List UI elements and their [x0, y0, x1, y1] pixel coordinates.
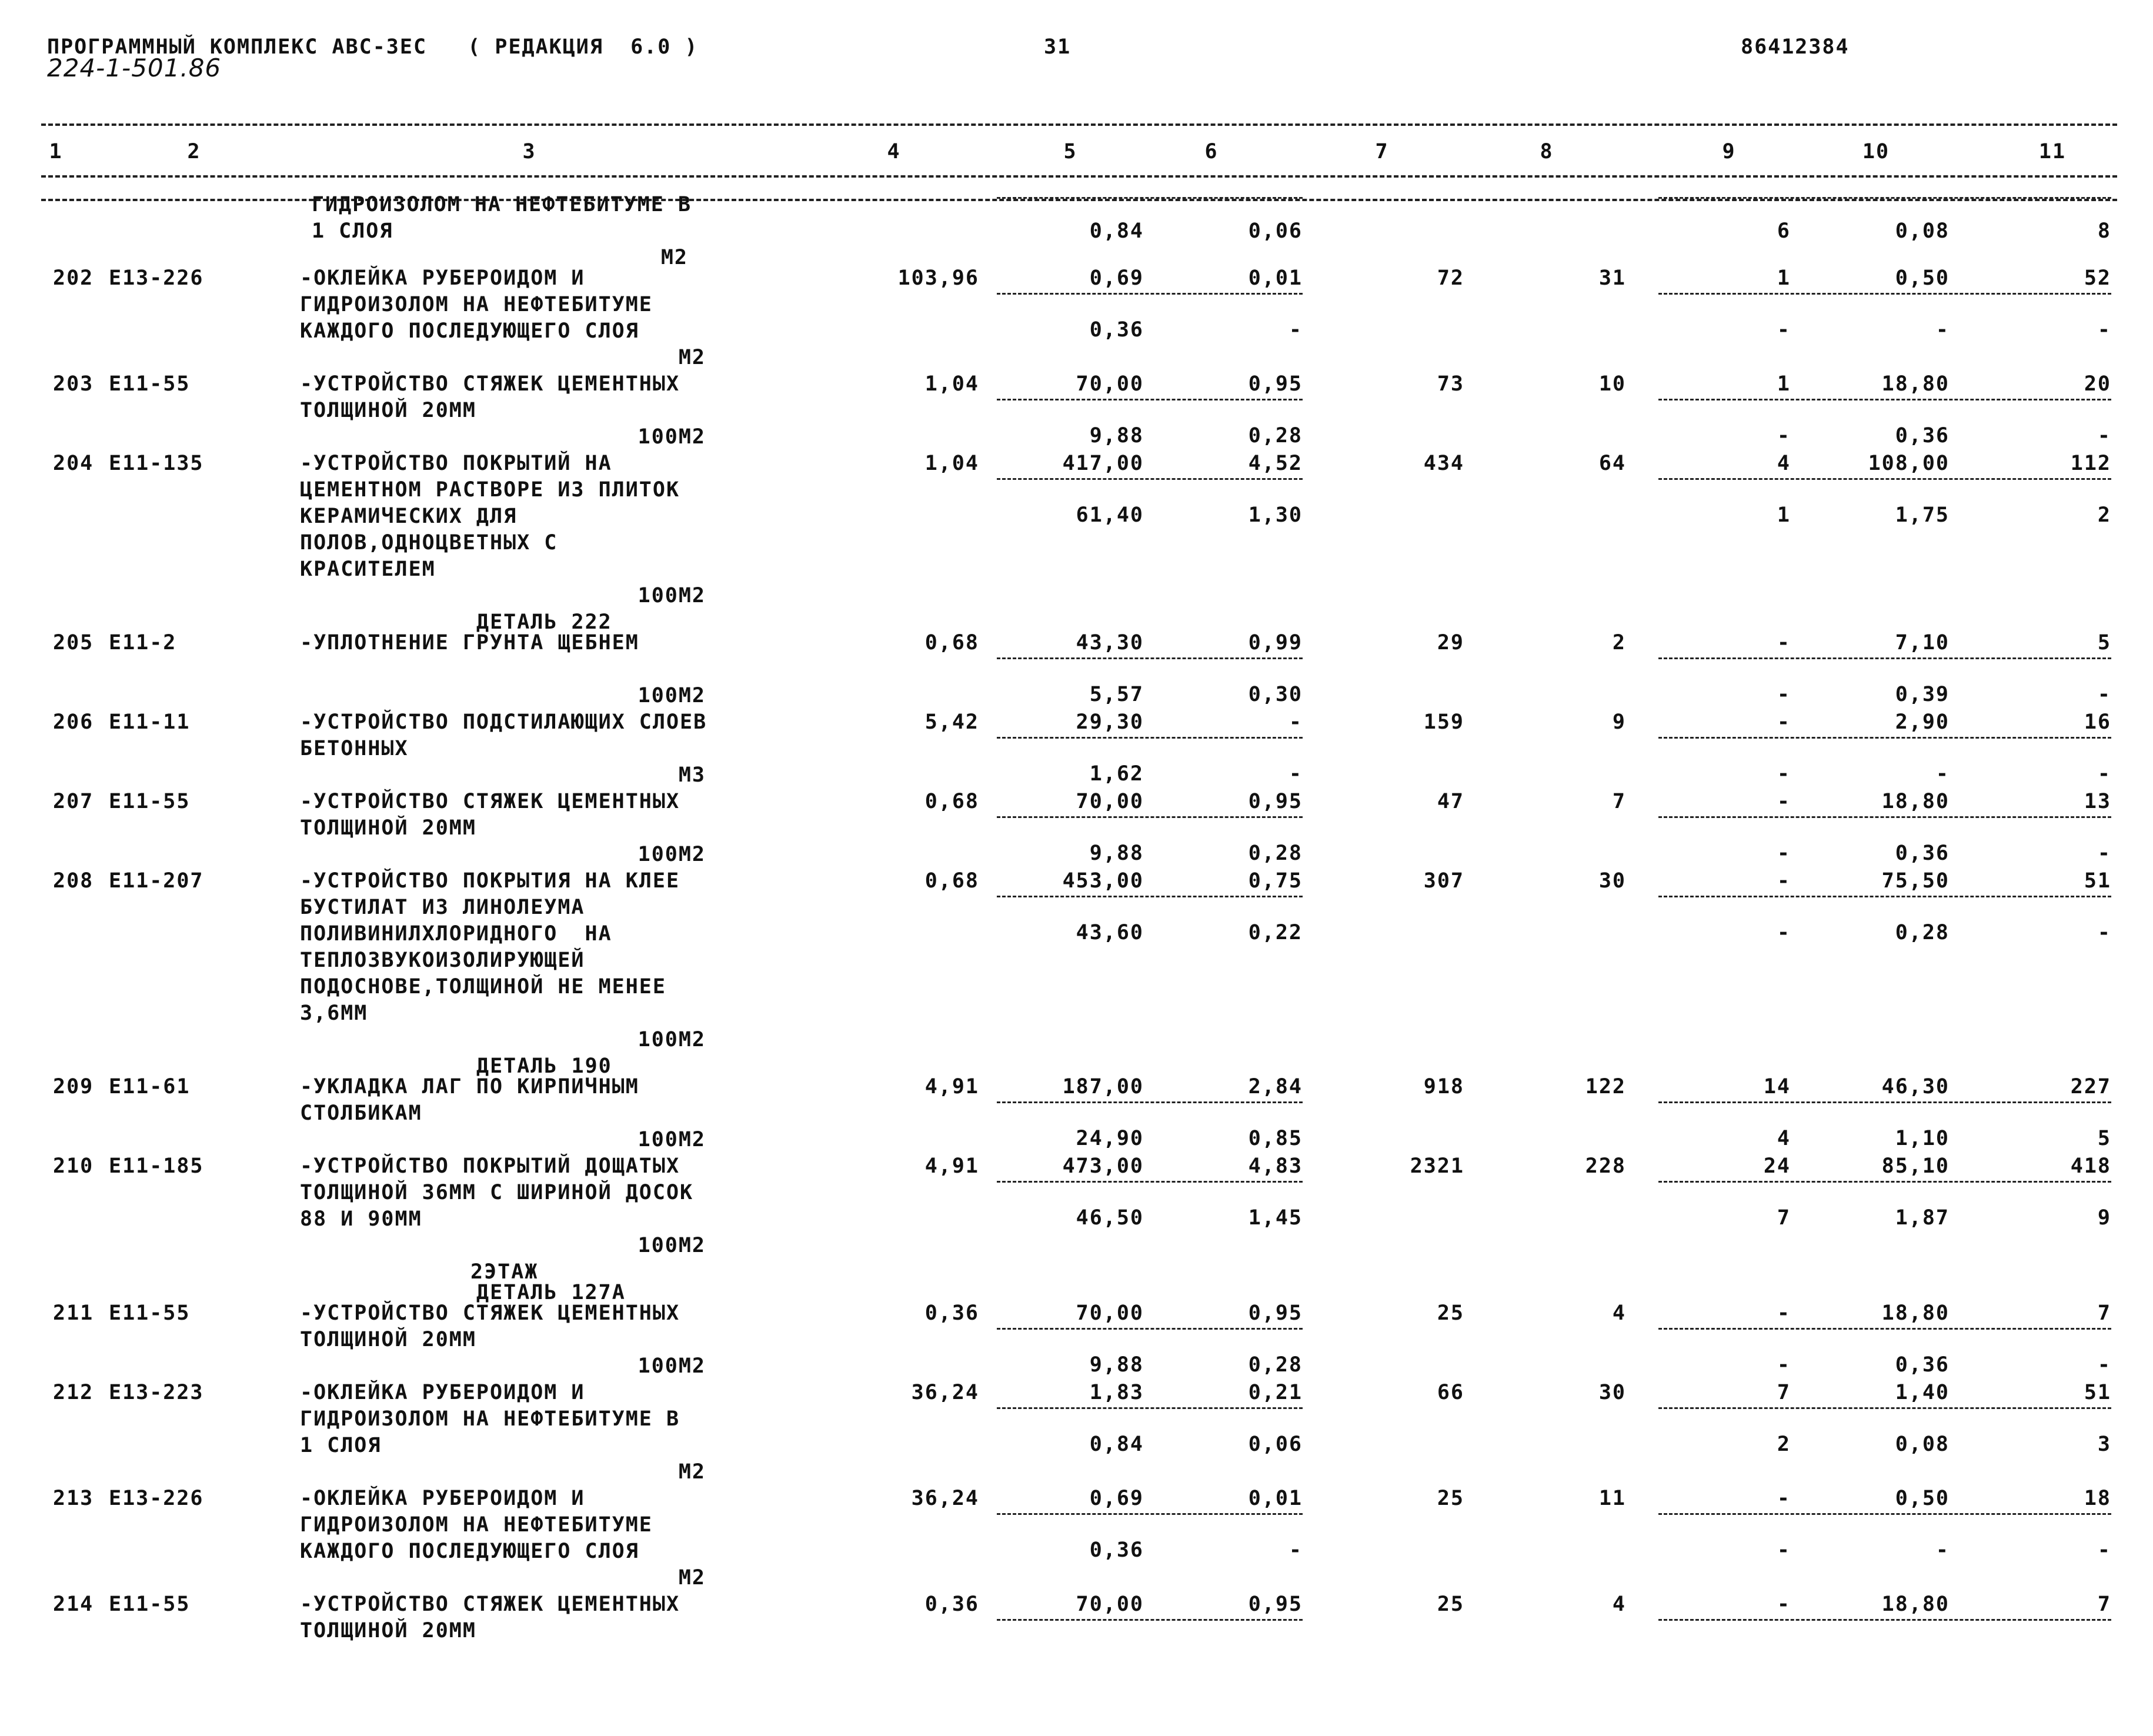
column-header-9: 9	[1722, 140, 1736, 163]
estimate-code: Е13-226	[109, 1487, 204, 1510]
value-c6: -	[1289, 710, 1303, 734]
value-c11: -	[2097, 921, 2111, 944]
value-c10: 0,39	[1895, 683, 1950, 706]
value-c6: 1,30	[1248, 503, 1303, 527]
sub-row-divider	[997, 657, 1303, 659]
column-header-5: 5	[1063, 140, 1077, 163]
value-c10: 1,87	[1895, 1206, 1950, 1230]
work-description-line: -УСТРОЙСТВО СТЯЖЕК ЦЕМЕНТНЫХ	[300, 372, 680, 396]
sub-row-divider	[1658, 399, 2111, 400]
value-c6: 0,75	[1248, 869, 1303, 893]
value-c9: 1	[1777, 372, 1791, 396]
sub-row-divider	[1658, 816, 2111, 818]
value-c7: 25	[1437, 1593, 1464, 1616]
value-c5: 29,30	[1076, 710, 1144, 734]
value-c10: 0,08	[1895, 1433, 1950, 1456]
value-c6: -	[1289, 318, 1303, 342]
value-c8: 4	[1612, 1301, 1626, 1325]
value-c11: 2	[2097, 503, 2111, 527]
column-header-4: 4	[887, 140, 901, 163]
value-c6: 2,84	[1248, 1075, 1303, 1099]
work-description-line: ГИДРОИЗОЛОМ НА НЕФТЕБИТУМЕ	[300, 293, 653, 316]
value-c6: 0,28	[1248, 842, 1303, 865]
header-bottom-rule	[41, 175, 2117, 178]
value-c6: -	[1289, 762, 1303, 786]
value-c5: 0,36	[1089, 318, 1144, 342]
value-c9: 6	[1777, 219, 1791, 243]
estimate-code: Е11-2	[109, 631, 177, 655]
value-c9: -	[1777, 762, 1791, 786]
value-c5: 0,69	[1089, 1487, 1144, 1510]
estimate-code: Е11-135	[109, 452, 204, 475]
value-c5: 24,90	[1076, 1127, 1144, 1150]
unit-label: 100М2	[637, 1234, 706, 1257]
work-description-line: КАЖДОГО ПОСЛЕДУЮЩЕГО СЛОЯ	[300, 319, 639, 343]
value-c5: 1,83	[1089, 1381, 1144, 1404]
value-c9: 7	[1777, 1206, 1791, 1230]
value-c11: -	[2097, 842, 2111, 865]
value-c10: 18,80	[1881, 372, 1950, 396]
value-c10: 0,50	[1895, 1487, 1950, 1510]
value-c10: 7,10	[1895, 631, 1950, 655]
estimate-code: Е11-55	[109, 790, 191, 813]
unit-label: 100М2	[637, 843, 706, 866]
work-description-line: -УСТРОЙСТВО СТЯЖЕК ЦЕМЕНТНЫХ	[300, 1301, 680, 1325]
value-c10: 18,80	[1881, 1301, 1950, 1325]
value-c6: 0,01	[1248, 266, 1303, 290]
value-c9: 14	[1763, 1075, 1791, 1099]
work-description-line: -ОКЛЕЙКА РУБЕРОИДОМ И	[300, 266, 585, 290]
value-c5: 43,30	[1076, 631, 1144, 655]
value-c8: 4	[1612, 1593, 1626, 1616]
unit-label: М2	[678, 1566, 706, 1590]
value-c7: 66	[1437, 1381, 1464, 1404]
sub-row-divider	[997, 197, 1303, 199]
quantity: 36,24	[911, 1381, 979, 1404]
value-c6: 0,22	[1248, 921, 1303, 944]
quantity: 1,04	[924, 372, 979, 396]
quantity: 0,68	[924, 631, 979, 655]
value-c6: 0,85	[1248, 1127, 1303, 1150]
value-c5: 0,69	[1089, 266, 1144, 290]
work-description-line: -ОКЛЕЙКА РУБЕРОИДОМ И	[300, 1381, 585, 1404]
sub-row-divider	[997, 1513, 1303, 1515]
value-c11: 3	[2097, 1433, 2111, 1456]
row-number: 211	[53, 1301, 94, 1325]
work-description-line: ТОЛЩИНОЙ 36ММ С ШИРИНОЙ ДОСОК	[300, 1181, 694, 1204]
sub-row-divider	[1658, 1181, 2111, 1183]
quantity: 103,96	[897, 266, 979, 290]
estimate-code: Е11-61	[109, 1075, 191, 1099]
value-c11: 16	[2084, 710, 2111, 734]
unit-label: М2	[660, 246, 688, 269]
value-c6: -	[1289, 1538, 1303, 1562]
value-c6: 0,01	[1248, 1487, 1303, 1510]
section-label: ДЕТАЛЬ 127А	[476, 1281, 626, 1304]
value-c6: 0,30	[1248, 683, 1303, 706]
drawing-number: 224-1-501.86	[47, 54, 222, 82]
work-description-line: КАЖДОГО ПОСЛЕДУЮЩЕГО СЛОЯ	[300, 1540, 639, 1563]
sub-row-divider	[1658, 1101, 2111, 1103]
estimate-code: Е13-226	[109, 266, 204, 290]
value-c9: -	[1777, 869, 1791, 893]
value-c9: 1	[1777, 503, 1791, 527]
value-c8: 30	[1598, 1381, 1626, 1404]
value-c11: 227	[2070, 1075, 2111, 1099]
estimate-code: Е11-55	[109, 1301, 191, 1325]
value-c5: 5,57	[1089, 683, 1144, 706]
value-c7: 159	[1423, 710, 1464, 734]
work-description-line: ПОДОСНОВЕ,ТОЛЩИНОЙ НЕ МЕНЕЕ	[300, 975, 666, 999]
estimate-code: Е11-55	[109, 372, 191, 396]
work-description-line: ПОЛИВИНИЛХЛОРИДНОГО НА	[300, 922, 612, 946]
value-c5: 70,00	[1076, 790, 1144, 813]
value-c8: 2	[1612, 631, 1626, 655]
sub-row-divider	[997, 1619, 1303, 1621]
sub-row-divider	[997, 1328, 1303, 1330]
quantity: 5,42	[924, 710, 979, 734]
section-label: 2ЭТАЖ	[470, 1260, 539, 1284]
value-c5: 0,84	[1089, 219, 1144, 243]
row-number: 203	[53, 372, 94, 396]
column-header-7: 7	[1375, 140, 1389, 163]
value-c5: 70,00	[1076, 1593, 1144, 1616]
value-c10: 0,08	[1895, 219, 1950, 243]
value-c6: 0,21	[1248, 1381, 1303, 1404]
value-c7: 25	[1437, 1487, 1464, 1510]
value-c11: -	[2097, 683, 2111, 706]
unit-label: 100М2	[637, 425, 706, 449]
work-description-line: ГИДРОИЗОЛОМ НА НЕФТЕБИТУМЕ В	[300, 1407, 680, 1431]
value-c5: 1,62	[1089, 762, 1144, 786]
section-label: ДЕТАЛЬ 222	[476, 610, 612, 634]
work-description-line: -УСТРОЙСТВО СТЯЖЕК ЦЕМЕНТНЫХ	[300, 790, 680, 813]
value-c9: 1	[1777, 266, 1791, 290]
value-c10: -	[1935, 762, 1950, 786]
unit-label: 100М2	[637, 1354, 706, 1378]
value-c8: 11	[1598, 1487, 1626, 1510]
value-c8: 122	[1585, 1075, 1626, 1099]
work-description-line: 88 И 90ММ	[300, 1207, 422, 1231]
value-c6: 0,95	[1248, 372, 1303, 396]
value-c9: -	[1777, 1593, 1791, 1616]
value-c9: -	[1777, 318, 1791, 342]
value-c11: 51	[2084, 869, 2111, 893]
value-c11: 20	[2084, 372, 2111, 396]
value-c10: 75,50	[1881, 869, 1950, 893]
work-description-line: ГИДРОИЗОЛОМ НА НЕФТЕБИТУМЕ В	[312, 193, 692, 216]
value-c11: 52	[2084, 266, 2111, 290]
row-number: 206	[53, 710, 94, 734]
value-c9: -	[1777, 1353, 1791, 1377]
value-c8: 64	[1598, 452, 1626, 475]
value-c10: 0,28	[1895, 921, 1950, 944]
value-c5: 453,00	[1062, 869, 1144, 893]
value-c10: 0,36	[1895, 842, 1950, 865]
estimate-code: Е13-223	[109, 1381, 204, 1404]
table-top-rule	[41, 123, 2117, 126]
value-c5: 61,40	[1076, 503, 1144, 527]
document-code: 86412384	[1741, 35, 1850, 59]
value-c5: 9,88	[1089, 424, 1144, 448]
sub-row-divider	[1658, 1328, 2111, 1330]
value-c6: 1,45	[1248, 1206, 1303, 1230]
value-c11: 9	[2097, 1206, 2111, 1230]
unit-label: 100М2	[637, 584, 706, 607]
work-description-line: ТОЛЩИНОЙ 20ММ	[300, 816, 476, 840]
value-c9: -	[1777, 1538, 1791, 1562]
value-c10: 18,80	[1881, 1593, 1950, 1616]
row-number: 207	[53, 790, 94, 813]
work-description-line: КРАСИТЕЛЕМ	[300, 557, 436, 581]
value-c7: 25	[1437, 1301, 1464, 1325]
value-c10: 46,30	[1881, 1075, 1950, 1099]
work-description-line: -УСТРОЙСТВО СТЯЖЕК ЦЕМЕНТНЫХ	[300, 1593, 680, 1616]
unit-label: 100М2	[637, 684, 706, 707]
value-c9: 4	[1777, 452, 1791, 475]
value-c9: -	[1777, 1487, 1791, 1510]
value-c8: 228	[1585, 1154, 1626, 1178]
value-c9: -	[1777, 1301, 1791, 1325]
value-c8: 9	[1612, 710, 1626, 734]
value-c5: 9,88	[1089, 842, 1144, 865]
value-c5: 46,50	[1076, 1206, 1144, 1230]
value-c8: 31	[1598, 266, 1626, 290]
value-c6: 4,52	[1248, 452, 1303, 475]
quantity: 0,36	[924, 1593, 979, 1616]
column-header-8: 8	[1540, 140, 1554, 163]
value-c11: 5	[2097, 1127, 2111, 1150]
value-c9: -	[1777, 921, 1791, 944]
row-number: 214	[53, 1593, 94, 1616]
column-header-11: 11	[2038, 140, 2067, 163]
value-c10: 1,10	[1895, 1127, 1950, 1150]
column-header-1: 1	[49, 140, 63, 163]
value-c9: 24	[1763, 1154, 1791, 1178]
row-number: 210	[53, 1154, 94, 1178]
value-c5: 70,00	[1076, 372, 1144, 396]
value-c9: -	[1777, 710, 1791, 734]
estimate-code: Е11-207	[109, 869, 204, 893]
work-description-line: ГИДРОИЗОЛОМ НА НЕФТЕБИТУМЕ	[300, 1513, 653, 1537]
row-number: 204	[53, 452, 94, 475]
sub-row-divider	[1658, 1407, 2111, 1409]
value-c9: -	[1777, 842, 1791, 865]
sub-row-divider	[1658, 293, 2111, 295]
work-description-line: КЕРАМИЧЕСКИХ ДЛЯ	[300, 505, 518, 528]
value-c6: 4,83	[1248, 1154, 1303, 1178]
value-c11: 51	[2084, 1381, 2111, 1404]
value-c6: 0,95	[1248, 1593, 1303, 1616]
value-c5: 70,00	[1076, 1301, 1144, 1325]
value-c7: 2321	[1410, 1154, 1464, 1178]
work-description-line: ТЕПЛОЗВУКОИЗОЛИРУЮЩЕЙ	[300, 949, 585, 972]
row-number: 209	[53, 1075, 94, 1099]
value-c9: 2	[1777, 1433, 1791, 1456]
estimate-code: Е11-11	[109, 710, 191, 734]
work-description-line: ТОЛЩИНОЙ 20ММ	[300, 1328, 476, 1351]
quantity: 0,68	[924, 869, 979, 893]
unit-label: М2	[678, 1460, 706, 1484]
value-c10: -	[1935, 318, 1950, 342]
value-c6: 0,28	[1248, 1353, 1303, 1377]
work-description-line: -УСТРОЙСТВО ПОДСТИЛАЮЩИХ СЛОЕВ	[300, 710, 707, 734]
sub-row-divider	[997, 1407, 1303, 1409]
value-c7: 29	[1437, 631, 1464, 655]
sub-row-divider	[1658, 896, 2111, 897]
value-c6: 0,06	[1248, 1433, 1303, 1456]
quantity: 0,68	[924, 790, 979, 813]
program-title: ПРОГРАММНЫЙ КОМПЛЕКС АВС-3ЕС ( РЕДАКЦИЯ 6.0 )	[47, 35, 699, 59]
work-description-line: БЕТОННЫХ	[300, 737, 409, 760]
value-c5: 0,36	[1089, 1538, 1144, 1562]
value-c7: 72	[1437, 266, 1464, 290]
value-c5: 417,00	[1062, 452, 1144, 475]
value-c9: -	[1777, 683, 1791, 706]
value-c6: 0,28	[1248, 424, 1303, 448]
column-header-3: 3	[522, 140, 536, 163]
value-c11: 13	[2084, 790, 2111, 813]
value-c11: 5	[2097, 631, 2111, 655]
value-c11: -	[2097, 1538, 2111, 1562]
value-c10: 0,36	[1895, 424, 1950, 448]
value-c9: -	[1777, 790, 1791, 813]
column-header-2: 2	[187, 140, 201, 163]
work-description-line: 1 СЛОЯ	[300, 1434, 382, 1457]
work-description-line: ЦЕМЕНТНОМ РАСТВОРЕ ИЗ ПЛИТОК	[300, 478, 680, 502]
value-c11: -	[2097, 762, 2111, 786]
row-number: 212	[53, 1381, 94, 1404]
value-c10: 0,50	[1895, 266, 1950, 290]
value-c8: 30	[1598, 869, 1626, 893]
work-description-line: -УСТРОЙСТВО ПОКРЫТИЙ НА	[300, 452, 612, 475]
value-c6: 0,95	[1248, 1301, 1303, 1325]
work-description-line: -УСТРОЙСТВО ПОКРЫТИЙ ДОЩАТЫХ	[300, 1154, 680, 1178]
value-c8: 10	[1598, 372, 1626, 396]
sub-row-divider	[997, 816, 1303, 818]
sub-row-divider	[1658, 737, 2111, 739]
value-c10: 1,40	[1895, 1381, 1950, 1404]
value-c9: -	[1777, 424, 1791, 448]
estimate-code: Е11-185	[109, 1154, 204, 1178]
estimate-code: Е11-55	[109, 1593, 191, 1616]
value-c11: 7	[2097, 1593, 2111, 1616]
sub-row-divider	[1658, 1619, 2111, 1621]
sub-row-divider	[1658, 1513, 2111, 1515]
work-description-line: -УКЛАДКА ЛАГ ПО КИРПИЧНЫМ	[300, 1075, 639, 1099]
value-c7: 47	[1437, 790, 1464, 813]
value-c11: -	[2097, 1353, 2111, 1377]
page-number: 31	[1044, 35, 1072, 59]
row-number: 213	[53, 1487, 94, 1510]
sub-row-divider	[997, 293, 1303, 295]
sub-row-divider	[997, 1181, 1303, 1183]
sub-row-divider	[997, 478, 1303, 480]
value-c11: 418	[2070, 1154, 2111, 1178]
unit-label: 100М2	[637, 1028, 706, 1051]
quantity: 0,36	[924, 1301, 979, 1325]
value-c11: 112	[2070, 452, 2111, 475]
work-description-line: -УСТРОЙСТВО ПОКРЫТИЯ НА КЛЕЕ	[300, 869, 680, 893]
value-c11: -	[2097, 424, 2111, 448]
work-description-line: ТОЛЩИНОЙ 20ММ	[300, 399, 476, 422]
work-description-line: СТОЛБИКАМ	[300, 1101, 422, 1125]
value-c10: 108,00	[1868, 452, 1950, 475]
work-description-line: 3,6ММ	[300, 1001, 368, 1025]
quantity: 36,24	[911, 1487, 979, 1510]
sub-row-divider	[997, 399, 1303, 400]
value-c10: 2,90	[1895, 710, 1950, 734]
work-description-line: -ОКЛЕЙКА РУБЕРОИДОМ И	[300, 1487, 585, 1510]
sub-row-divider	[1658, 197, 2111, 199]
sub-row-divider	[997, 737, 1303, 739]
value-c10: 85,10	[1881, 1154, 1950, 1178]
value-c9: 4	[1777, 1127, 1791, 1150]
value-c5: 9,88	[1089, 1353, 1144, 1377]
value-c9: -	[1777, 631, 1791, 655]
unit-label: М2	[678, 346, 706, 369]
value-c11: 18	[2084, 1487, 2111, 1510]
value-c7: 73	[1437, 372, 1464, 396]
work-description-line: ПОЛОВ,ОДНОЦВЕТНЫХ С	[300, 531, 558, 555]
value-c11: 8	[2097, 219, 2111, 243]
column-header-10: 10	[1862, 140, 1890, 163]
value-c6: 0,95	[1248, 790, 1303, 813]
value-c10: 18,80	[1881, 790, 1950, 813]
column-header-6: 6	[1204, 140, 1219, 163]
value-c11: 7	[2097, 1301, 2111, 1325]
row-number: 202	[53, 266, 94, 290]
sub-row-divider	[997, 896, 1303, 897]
value-c8: 7	[1612, 790, 1626, 813]
value-c5: 43,60	[1076, 921, 1144, 944]
value-c7: 918	[1423, 1075, 1464, 1099]
sub-row-divider	[1658, 478, 2111, 480]
value-c6: 0,06	[1248, 219, 1303, 243]
sub-row-divider	[1658, 657, 2111, 659]
unit-label: М3	[678, 763, 706, 787]
value-c11: -	[2097, 318, 2111, 342]
value-c7: 307	[1423, 869, 1464, 893]
value-c10: -	[1935, 1538, 1950, 1562]
value-c7: 434	[1423, 452, 1464, 475]
quantity: 4,91	[924, 1154, 979, 1178]
row-number: 205	[53, 631, 94, 655]
work-description-line: 1 СЛОЯ	[312, 219, 393, 243]
work-description-line: БУСТИЛАТ ИЗ ЛИНОЛЕУМА	[300, 896, 585, 919]
sub-row-divider	[997, 1101, 1303, 1103]
value-c5: 473,00	[1062, 1154, 1144, 1178]
value-c9: 7	[1777, 1381, 1791, 1404]
quantity: 1,04	[924, 452, 979, 475]
quantity: 4,91	[924, 1075, 979, 1099]
unit-label: 100М2	[637, 1128, 706, 1151]
value-c6: 0,99	[1248, 631, 1303, 655]
value-c10: 1,75	[1895, 503, 1950, 527]
value-c5: 0,84	[1089, 1433, 1144, 1456]
work-description-line: -УПЛОТНЕНИЕ ГРУНТА ЩЕБНЕМ	[300, 631, 639, 655]
value-c10: 0,36	[1895, 1353, 1950, 1377]
row-number: 208	[53, 869, 94, 893]
value-c5: 187,00	[1062, 1075, 1144, 1099]
section-label: ДЕТАЛЬ 190	[476, 1054, 612, 1078]
work-description-line: ТОЛЩИНОЙ 20ММ	[300, 1619, 476, 1642]
